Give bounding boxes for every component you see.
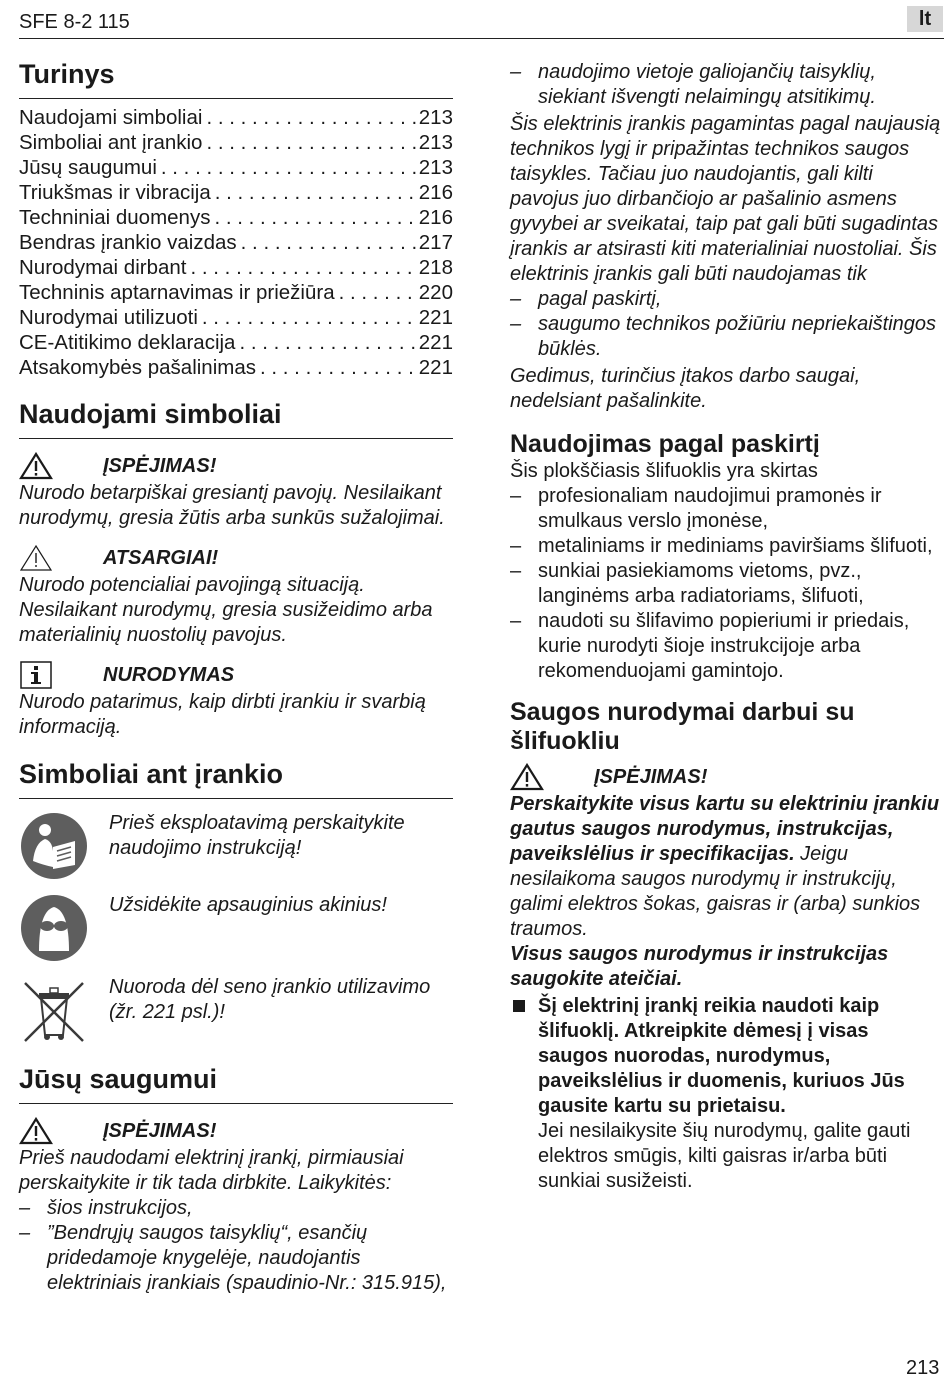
warning-label: ĮSPĖJIMAS! xyxy=(103,454,217,477)
toc-item[interactable]: CE-Atitikimo deklaracija . . . 221 xyxy=(19,330,453,355)
grinder-safety-title: Saugos nurodymai darbui su šlifuokliu xyxy=(510,698,855,755)
intended-use-intro: Šis plokščiasis šlifuoklis yra skirtas xyxy=(510,460,818,482)
grinder-warning-heading xyxy=(510,762,944,792)
symbols-section xyxy=(19,398,453,740)
safety-warning-heading xyxy=(19,1116,453,1146)
header-model: SFE 8-2 115 xyxy=(19,11,130,33)
list-item: – naudoti su šlifavimo popieriumi ir priedais, kurie nurodyti šioje instrukcijoje arba rekomenduojami gamintojo. xyxy=(510,610,910,682)
caution-text: Nurodo potencialiai pavojingą situaciją. Nesilaikant nurodymų, gresia susižeidimo arba materialinių nuostolių pavojus. xyxy=(19,574,433,646)
bullet-bold-text: Šį elektrinį įrankį reikia naudoti kaip šlifuoklį. Atkreipkite dėmesį į visas saugos nuorodas, nurodymus, paveikslėlius ir duomenis, kuriuos Jūs gausite kartu su prietaisu. xyxy=(538,995,905,1117)
read-manual-icon xyxy=(19,811,89,881)
bullet-item xyxy=(510,994,944,1194)
note-heading xyxy=(19,660,453,690)
grinder-warning-text: Perskaitykite visus kartu su elektriniu įrankiu gautus saugos nurodymus, instrukcijas, paveikslėlius ir specifikacijas. Jeigu nesilaikoma saugos nurodymų ir instrukcijų, galimi elektros šokas, gaisras ir (arba) sunkios traumos. xyxy=(510,793,940,940)
warning-triangle-icon xyxy=(19,1117,53,1145)
language-badge: lt xyxy=(907,6,943,32)
toc-item[interactable]: Jūsų saugumui . . . 213 xyxy=(19,155,453,180)
warning-label: ĮSPĖJIMAS! xyxy=(594,765,708,788)
safety-section xyxy=(19,1063,453,1296)
list-item: – profesionaliam naudojimui pramonės ir smulkaus verslo įmonėse, xyxy=(510,485,882,532)
page-number: 213 xyxy=(906,1357,940,1379)
warning-text: Nurodo betarpiškai gresiantį pavojų. Nesilaikant nurodymų, gresia žūtis arba sunkūs sužalojimai. xyxy=(19,482,445,529)
intended-use-section xyxy=(510,430,944,684)
caution-triangle-icon xyxy=(19,544,53,572)
square-bullet-icon xyxy=(513,1000,525,1012)
left-column xyxy=(19,58,453,1296)
safety-paragraph-2: Gedimus, turinčius įtakos darbo saugai, nedelsiant pašalinkite. xyxy=(510,365,861,412)
right-column xyxy=(510,60,944,1194)
safety-goggles-icon xyxy=(19,893,89,963)
list-item: – saugumo technikos požiūriu nepriekaištingos būklės. xyxy=(510,313,937,360)
caution-heading xyxy=(19,543,453,573)
toc-item[interactable]: Naudojami simboliai . . . 213 xyxy=(19,105,453,130)
toc-title: Turinys xyxy=(19,58,453,99)
note-text: Nurodo patarimus, kaip dirbti įrankiu ir svarbią informaciją. xyxy=(19,691,426,738)
list-item: – naudojimo vietoje galiojančių taisyklių, siekiant išvengti nelaimingų atsitikimų. xyxy=(510,61,876,108)
symbol-row-goggles xyxy=(19,893,453,963)
toc-item[interactable]: Techniniai duomenys . . . 216 xyxy=(19,205,453,230)
note-label: NURODYMAS xyxy=(103,663,235,686)
grinder-safety-section xyxy=(510,698,944,1194)
toc-item[interactable]: Simboliai ant įrankio . . . 213 xyxy=(19,130,453,155)
symbol-text: Užsidėkite apsauginius akinius! xyxy=(109,894,387,916)
caution-label: ATSARGIAI! xyxy=(103,546,219,569)
symbol-row-disposal xyxy=(19,975,453,1045)
tool-symbols-title: Simboliai ant įrankio xyxy=(19,758,453,799)
warning-triangle-icon xyxy=(19,452,53,480)
tool-symbols-section xyxy=(19,758,453,1045)
list-item: – ”Bendrųjų saugos taisyklių“, esančių pridedamoje knygelėje, naudojantis elektriniais įrankiais (spaudinio-Nr.: 315.915), xyxy=(19,1222,447,1294)
toc-list xyxy=(19,105,453,380)
warning-triangle-icon xyxy=(510,763,544,791)
warning-heading xyxy=(19,451,453,481)
list-item: – šios instrukcijos, xyxy=(19,1197,193,1219)
symbol-text: Prieš eksploatavimą perskaitykite naudojimo instrukciją! xyxy=(109,812,405,859)
symbol-row-manual xyxy=(19,811,453,881)
crossed-bin-icon xyxy=(19,975,89,1045)
safety-paragraph: Šis elektrinis įrankis pagamintas pagal naujausią technikos lygį ir pripažintas technikos saugos taisykles. Tačiau juo naudojantis, gali kilti pavojus juo dirbančiojo ar pašalinio asmens gyvybei ar sveikatai, taip pat gali būti sugadintas įrankis ar atsirasti kiti materialiniai nuostoliai. Šis elektrinis įrankis gali būti naudojamas tik xyxy=(510,113,941,285)
list-item: – pagal paskirtį, xyxy=(510,288,662,310)
safety-title: Jūsų saugumui xyxy=(19,1063,453,1104)
grinder-keep-instructions: Visus saugos nurodymus ir instrukcijas saugokite ateičiai. xyxy=(510,943,889,990)
info-icon xyxy=(19,661,53,689)
header-divider xyxy=(19,38,944,39)
symbol-text: Nuoroda dėl seno įrankio utilizavimo (žr. 221 psl.)! xyxy=(109,976,431,1023)
toc-item[interactable]: Nurodymai utilizuoti . . . 221 xyxy=(19,305,453,330)
warning-label: ĮSPĖJIMAS! xyxy=(103,1119,217,1142)
toc-item[interactable]: Techninis aptarnavimas ir priežiūra . . . 220 xyxy=(19,280,453,305)
toc-item[interactable]: Atsakomybės pašalinimas . . . 221 xyxy=(19,355,453,380)
toc-item[interactable]: Bendras įrankio vaizdas . . . 217 xyxy=(19,230,453,255)
symbols-title: Naudojami simboliai xyxy=(19,398,453,439)
bullet-text: Jei nesilaikysite šių nurodymų, galite gauti elektros smūgis, kilti gaisras ir/arba būti sunkiai susižeisti. xyxy=(538,1120,911,1192)
safety-intro: Prieš naudodami elektrinį įrankį, pirmiausiai perskaitykite ir tik tada dirbkite. Laikykitės: xyxy=(19,1147,404,1194)
list-item: – sunkiai pasiekiamoms vietoms, pvz., langinėms arba radiatoriams, šlifuoti, xyxy=(510,560,864,607)
list-item: – metaliniams ir mediniams paviršiams šlifuoti, xyxy=(510,535,933,557)
intended-use-title: Naudojimas pagal paskirtį xyxy=(510,430,820,458)
toc-item[interactable]: Nurodymai dirbant . . . 218 xyxy=(19,255,453,280)
toc-item[interactable]: Triukšmas ir vibracija . . . 216 xyxy=(19,180,453,205)
